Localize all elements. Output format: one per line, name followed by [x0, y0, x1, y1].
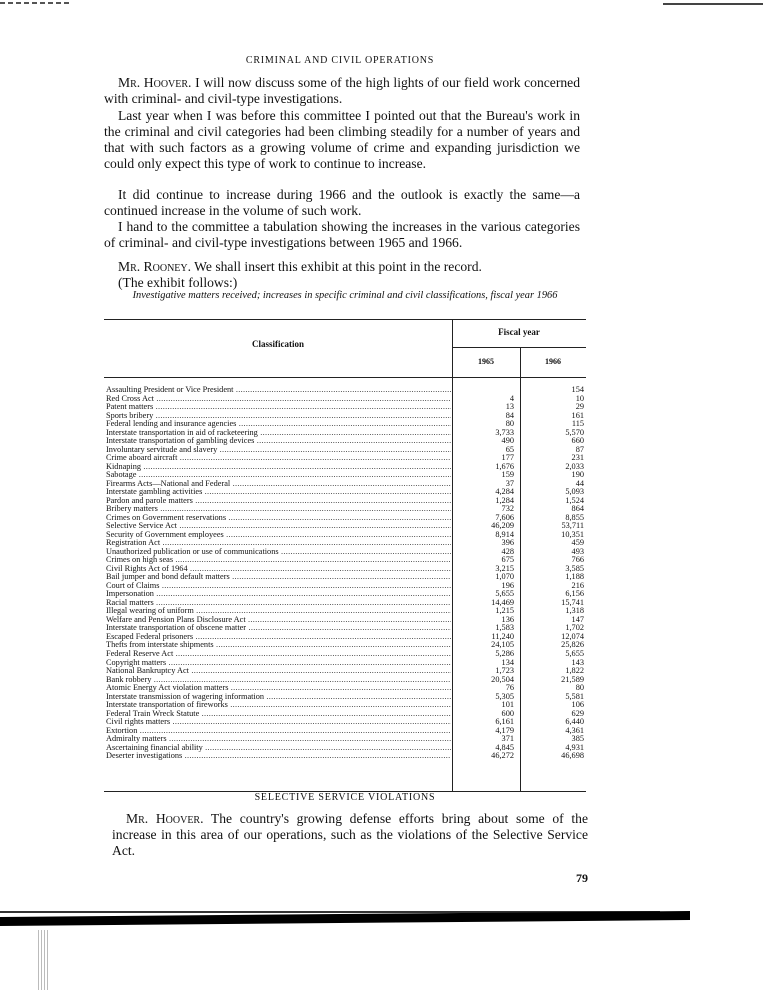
- value-1966-cell: 115: [571, 419, 584, 429]
- classification-cell: Bail jumper and bond default matters .....: [106, 573, 451, 582]
- classification-cell: Registration Act .....: [106, 539, 451, 548]
- classification-cell: Red Cross Act .....: [106, 395, 451, 404]
- value-1965-cell: 396: [501, 538, 514, 548]
- value-1965-cell: 4,845: [495, 742, 514, 752]
- value-1966-cell: 4,361: [565, 725, 584, 735]
- classification-cell: Unauthorized publication or use of communications .....: [106, 548, 451, 557]
- value-1965-cell: 490: [501, 436, 514, 446]
- value-1965-cell: 76: [505, 683, 514, 693]
- top-left-mark: [0, 2, 70, 4]
- table-row: [104, 752, 586, 761]
- classification-cell: Sabotage .....: [106, 471, 451, 480]
- value-1965-cell: 84: [505, 410, 514, 420]
- value-1966-cell: 1,702: [565, 623, 584, 633]
- value-1966-cell: 2,033: [565, 461, 584, 471]
- classification-cell: Extortion .....: [106, 727, 451, 736]
- value-1966-cell: 3,585: [565, 563, 584, 573]
- classification-cell: Crimes on Government reservations .....: [106, 514, 451, 523]
- value-1965-cell: 65: [505, 444, 514, 454]
- header-1966: 1966: [545, 357, 561, 366]
- value-1966-cell: 10,351: [561, 529, 584, 539]
- paragraph-2: Last year when I was before this committee I pointed out that the Bureau's work in the criminal and civil categories had been climbing steadily for a number of years and that with such factors as a growing volume of crime and expanding jurisdiction we could only expect this type of work to continue to increase.: [104, 108, 580, 171]
- table-top-rule: [104, 319, 586, 320]
- value-1966-cell: 154: [571, 385, 584, 394]
- classification-cell: Sports bribery .....: [106, 412, 451, 421]
- classification-cell: Interstate transportation in aid of racketeering .....: [106, 429, 451, 438]
- classification-cell: Admiralty matters .....: [106, 735, 451, 744]
- value-1965-cell: 196: [501, 580, 514, 590]
- value-1966-cell: 4,931: [565, 742, 584, 752]
- value-1966-cell: 143: [571, 657, 584, 667]
- value-1966-cell: 8,855: [565, 512, 584, 522]
- classification-cell: Security of Government employees .....: [106, 531, 451, 540]
- section-heading: SELECTIVE SERVICE VIOLATIONS: [254, 792, 436, 803]
- value-1966-cell: 25,826: [561, 640, 584, 650]
- value-1966-cell: 161: [571, 410, 584, 420]
- paragraph-1: [104, 75, 580, 107]
- classification-cell: National Bankruptcy Act .....: [106, 667, 451, 676]
- value-1966-cell: 1,822: [565, 666, 584, 676]
- value-1965-cell: 20,504: [491, 674, 514, 684]
- value-1965-cell: 371: [501, 734, 514, 744]
- value-1966-cell: 1,318: [565, 606, 584, 616]
- value-1965-cell: 4: [509, 393, 514, 403]
- value-1965-cell: 1,284: [495, 495, 514, 505]
- value-1965-cell: 1,723: [495, 666, 514, 676]
- value-1965-cell: 159: [501, 470, 514, 480]
- classification-cell: Deserter investigations .....: [106, 752, 451, 761]
- value-1966-cell: 5,655: [565, 648, 584, 658]
- value-1965-cell: 675: [501, 555, 514, 565]
- value-1966-cell: 87: [575, 444, 584, 454]
- value-1966-cell: 766: [571, 555, 584, 565]
- value-1965-cell: 428: [501, 546, 514, 556]
- section-paragraph: [112, 811, 588, 859]
- classification-cell: Interstate gambling activities .....: [106, 488, 451, 497]
- value-1966-cell: 1,188: [565, 572, 584, 582]
- paragraph-1-text: I will now discuss some of the high lights of our field work concerned with criminal- and civil-type investigations.: [104, 75, 580, 106]
- value-1966-cell: 190: [571, 470, 584, 480]
- value-1965-cell: 136: [501, 614, 514, 624]
- speaker-rooney: Mr. Rooney.: [118, 259, 192, 274]
- classification-cell: Bribery matters .....: [106, 505, 451, 514]
- header-fiscal-year: Fiscal year: [498, 327, 540, 337]
- value-1966-cell: 493: [571, 546, 584, 556]
- classification-cell: Impersonation .....: [106, 590, 451, 599]
- classification-cell: Civil rights matters .....: [106, 718, 451, 727]
- value-1966-cell: 80: [575, 683, 584, 693]
- scan-edge-artifact: [38, 930, 50, 990]
- classification-cell: Illegal wearing of uniform .....: [106, 607, 451, 616]
- value-1965-cell: 80: [505, 419, 514, 429]
- value-1965-cell: 8,914: [495, 529, 514, 539]
- value-1966-cell: 44: [575, 478, 584, 488]
- investigative-matters-table: [104, 319, 586, 791]
- value-1966-cell: 147: [571, 614, 584, 624]
- section-paragraph-text: The country's growing defense efforts bring about some of the increase in this area of our operations, such as the violations of the Selective Service Act.: [112, 811, 588, 858]
- classification-cell: Interstate transportation of obscene matter .....: [106, 624, 451, 633]
- value-1965-cell: 14,469: [491, 597, 514, 607]
- value-1966-cell: 660: [571, 436, 584, 446]
- scan-thick-band: [0, 911, 690, 926]
- fiscal-year-rule: [452, 347, 586, 348]
- value-1965-cell: 1,676: [495, 461, 514, 471]
- classification-cell: Bank robbery .....: [106, 676, 451, 685]
- value-1966-cell: 216: [571, 580, 584, 590]
- value-1965-cell: 1,583: [495, 623, 514, 633]
- value-1966-cell: 15,741: [561, 597, 584, 607]
- classification-cell: Ascertaining financial ability .....: [106, 744, 451, 753]
- speaker-hoover: Mr. Hoover.: [118, 75, 192, 90]
- classification-cell: Escaped Federal prisoners .....: [106, 633, 451, 642]
- value-1965-cell: 732: [501, 504, 514, 514]
- value-1965-cell: 3,215: [495, 563, 514, 573]
- value-1965-cell: 134: [501, 657, 514, 667]
- value-1965-cell: 5,305: [495, 691, 514, 701]
- classification-cell: Thefts from interstate shipments .....: [106, 641, 451, 650]
- value-1965-cell: 1,070: [495, 572, 514, 582]
- value-1966-cell: 106: [571, 700, 584, 710]
- classification-cell: Copyright matters .....: [106, 659, 451, 668]
- value-1966-cell: 864: [571, 504, 584, 514]
- value-1966-cell: 10: [575, 393, 584, 403]
- classification-cell: Interstate transportation of fireworks .....: [106, 701, 451, 710]
- paragraph-3: It did continue to increase during 1966 and the outlook is exactly the same—a continued increase in the volume of such work.: [104, 187, 580, 218]
- table-body: [104, 386, 586, 761]
- classification-cell: Involuntary servitude and slavery .....: [106, 446, 451, 455]
- value-1965-cell: 6,161: [495, 717, 514, 727]
- value-1965-cell: 13: [505, 402, 514, 412]
- classification-cell: Welfare and Pension Plans Disclosure Act .....: [106, 616, 451, 625]
- value-1966-cell: 29: [575, 402, 584, 412]
- running-head: CRIMINAL AND CIVIL OPERATIONS: [245, 55, 435, 66]
- classification-cell: Pardon and parole matters .....: [106, 497, 451, 506]
- value-1965-cell: 46,209: [491, 521, 514, 531]
- scan-bottom-band: [0, 908, 700, 926]
- header-bottom-rule: [104, 377, 586, 378]
- value-1965-cell: 3,733: [495, 427, 514, 437]
- top-right-rule: [663, 3, 763, 5]
- value-1966-cell: 629: [571, 708, 584, 718]
- value-1965-cell: 46,272: [491, 751, 514, 761]
- classification-cell: Crimes on high seas .....: [106, 556, 451, 565]
- classification-cell: Assaulting President or Vice President .....: [106, 386, 451, 395]
- value-1966-cell: 21,589: [561, 674, 584, 684]
- classification-cell: Selective Service Act .....: [106, 522, 451, 531]
- classification-cell: Kidnaping .....: [106, 463, 451, 472]
- value-1965-cell: 37: [505, 478, 514, 488]
- classification-cell: Patent matters .....: [106, 403, 451, 412]
- value-1965-cell: 5,655: [495, 589, 514, 599]
- paragraph-5: [104, 259, 580, 275]
- value-1965-cell: 600: [501, 708, 514, 718]
- value-1965-cell: 1,215: [495, 606, 514, 616]
- value-1966-cell: 46,698: [561, 751, 584, 761]
- classification-cell: Firearms Acts—National and Federal .....: [106, 480, 451, 489]
- classification-cell: Civil Rights Act of 1964 .....: [106, 565, 451, 574]
- value-1966-cell: 6,156: [565, 589, 584, 599]
- value-1965-cell: 24,105: [491, 640, 514, 650]
- header-1965: 1965: [478, 357, 494, 366]
- classification-cell: Racial matters .....: [106, 599, 451, 608]
- classification-cell: Federal Train Wreck Statute .....: [106, 710, 451, 719]
- value-1966-cell: 385: [571, 734, 584, 744]
- value-1966-cell: 6,440: [565, 717, 584, 727]
- value-1966-cell: 459: [571, 538, 584, 548]
- value-1966-cell: 5,093: [565, 487, 584, 497]
- value-1966-cell: 12,074: [561, 631, 584, 641]
- classification-cell: Atomic Energy Act violation matters .....: [106, 684, 451, 693]
- paragraph-5-text: We shall insert this exhibit at this point in the record.: [191, 259, 482, 274]
- classification-cell: Interstate transportation of gambling devices .....: [106, 437, 451, 446]
- value-1965-cell: 7,606: [495, 512, 514, 522]
- value-1966-cell: 5,570: [565, 427, 584, 437]
- value-1965-cell: 4,284: [495, 487, 514, 497]
- section-speaker: Mr. Hoover.: [126, 811, 204, 826]
- value-1966-cell: 5,581: [565, 691, 584, 701]
- header-classification: Classification: [251, 339, 304, 349]
- paragraph-4: I hand to the committee a tabulation showing the increases in the various categories of criminal- and civil-type investigations between 1965 and 1966.: [104, 219, 580, 250]
- value-1965-cell: 177: [501, 453, 514, 463]
- classification-cell: Court of Claims .....: [106, 582, 451, 591]
- classification-cell: Federal Reserve Act .....: [106, 650, 451, 659]
- page-number: 79: [576, 871, 588, 885]
- value-1965-cell: 11,240: [491, 631, 514, 641]
- value-1965-cell: 5,286: [495, 648, 514, 658]
- paragraph-6: (The exhibit follows:): [118, 275, 238, 290]
- value-1965-cell: 4,179: [495, 725, 514, 735]
- table-caption: Investigative matters received; increases in specific criminal and civil classifications, fiscal year 1966: [132, 290, 558, 301]
- value-1966-cell: 231: [571, 453, 584, 463]
- classification-cell: Federal lending and insurance agencies .....: [106, 420, 451, 429]
- classification-cell: Interstate transmission of wagering information .....: [106, 693, 451, 702]
- classification-cell: Crime aboard aircraft .....: [106, 454, 451, 463]
- value-1966-cell: 1,524: [565, 495, 584, 505]
- value-1966-cell: 53,711: [561, 521, 584, 531]
- value-1965-cell: 101: [501, 700, 514, 710]
- top-rule: [0, 0, 763, 6]
